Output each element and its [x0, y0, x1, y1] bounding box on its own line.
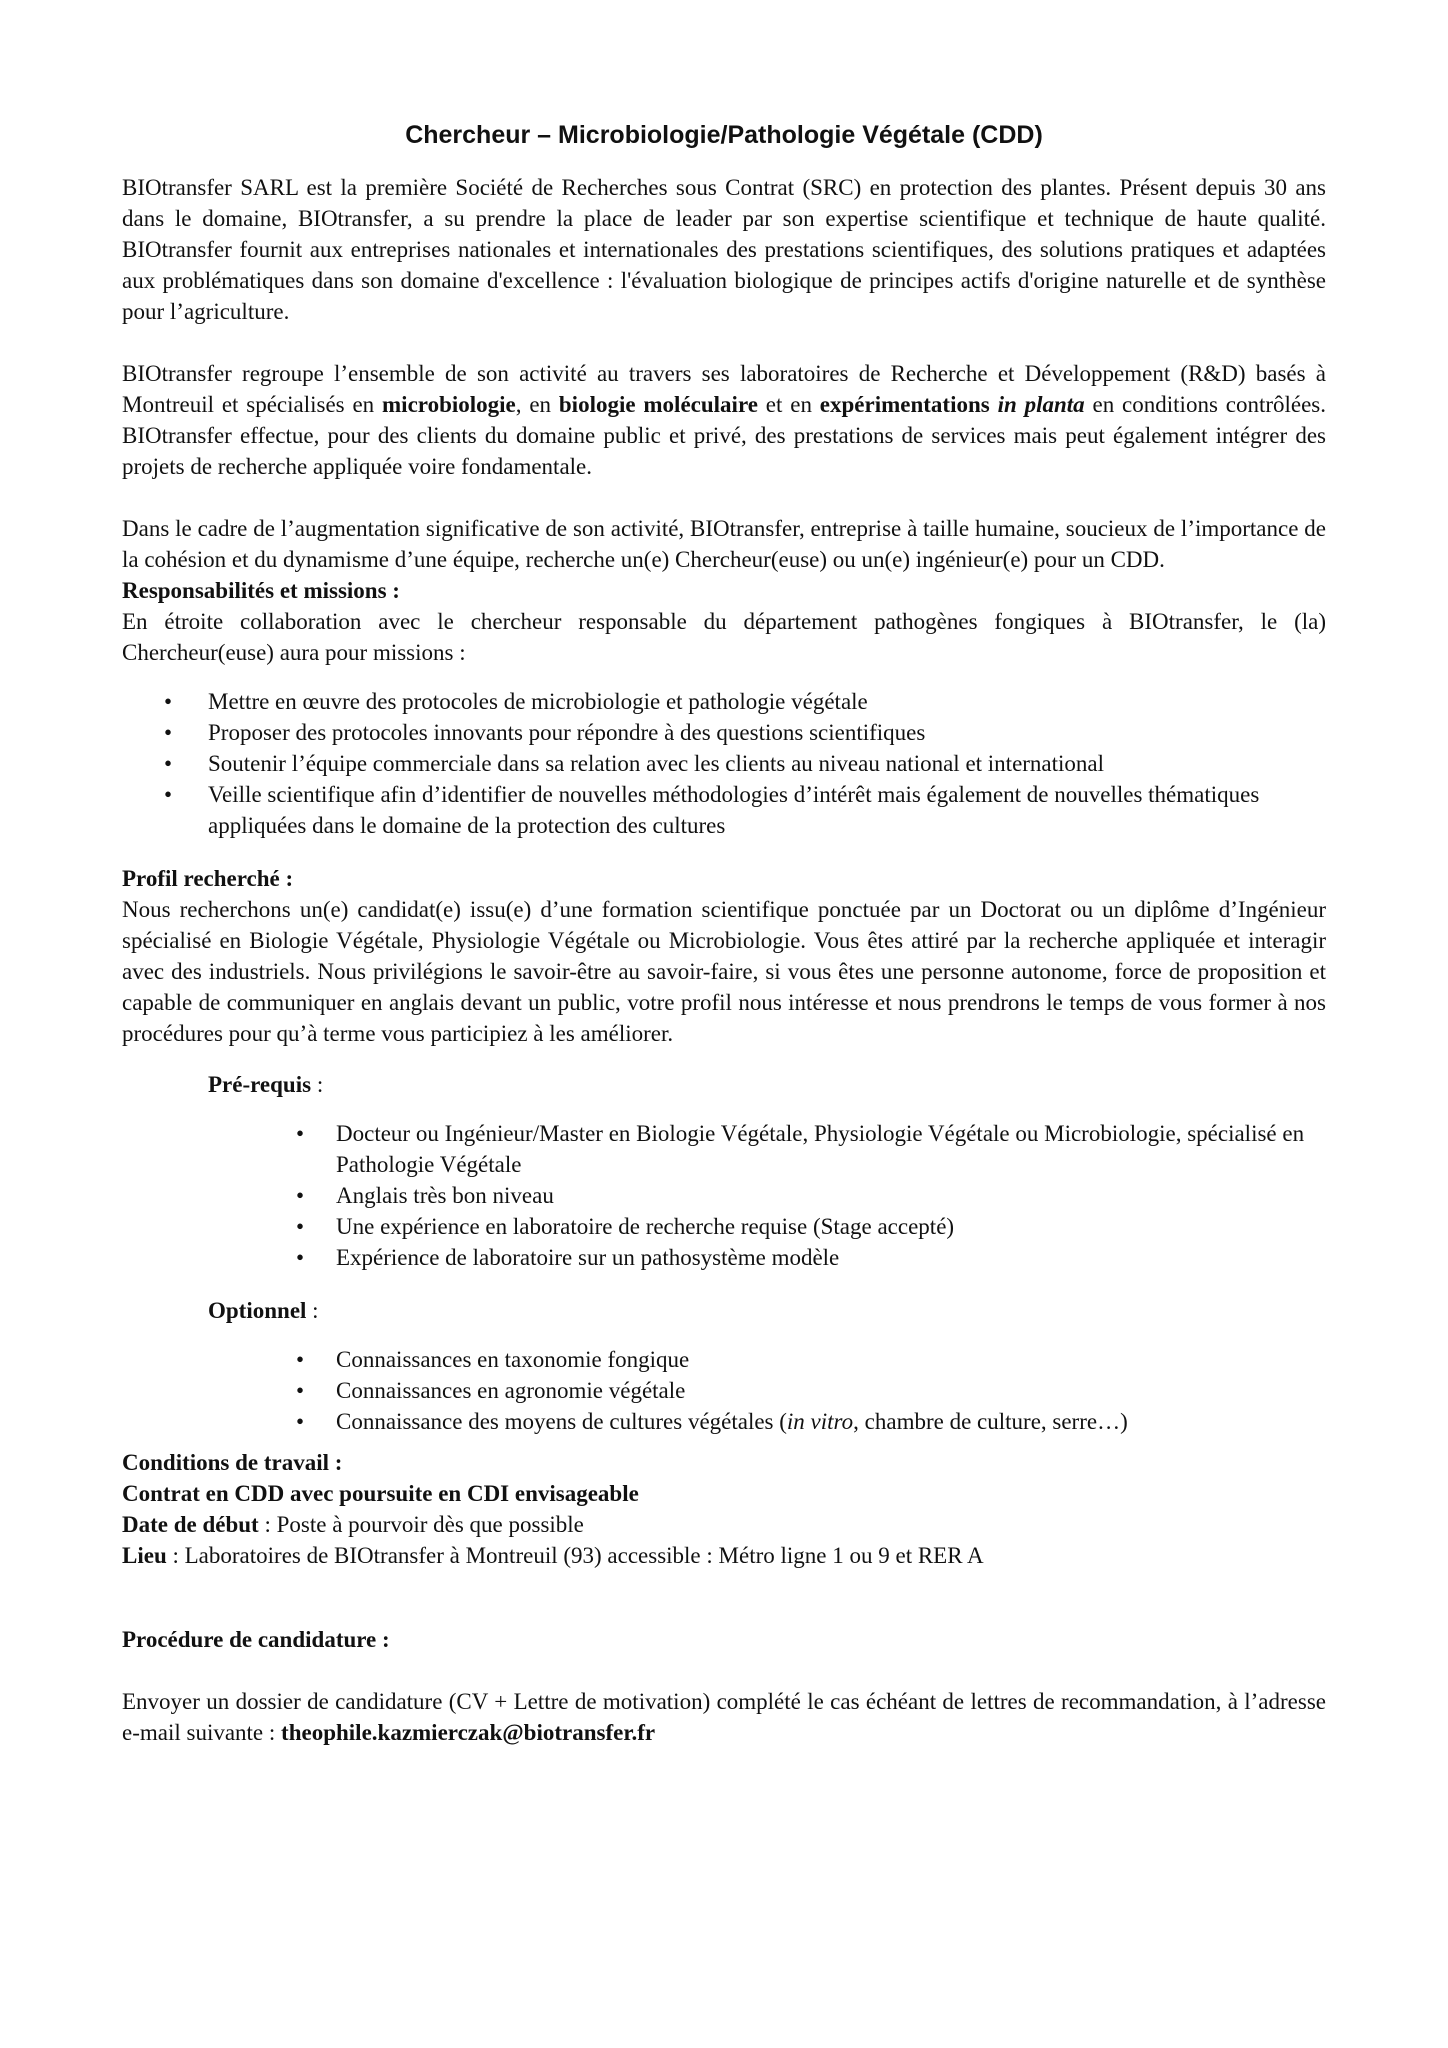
conditions-start-label: Date de début [122, 1512, 259, 1537]
conditions-heading: Conditions de travail : [122, 1450, 343, 1475]
optional-item: • Connaissances en taxonomie fongique [122, 1344, 1326, 1375]
missions-item: • Veille scientifique afin d’identifier de nouvelles méthodologies d’intérêt mais également de nouvelles thématiques appliquées dans le domaine de la protection des cultures [122, 779, 1326, 841]
application-text-body: Envoyer un dossier de candidature (CV + Lettre de motivation) complété le cas échéant de lettres de recommandation, à l’adresse e-mail suivante : [122, 1689, 1326, 1745]
missions-item: • Proposer des protocoles innovants pour répondre à des questions scientifiques [122, 717, 1326, 748]
prereq-item: • Expérience de laboratoire sur un pathosystème modèle [122, 1242, 1326, 1273]
intro-p2-text-a: BIOtransfer regroupe l’ensemble de son activité au travers ses laboratoires de Recherche et Développement (R&D) basés à Montreuil et spécialisés en [122, 361, 1326, 417]
intro-p2-text-c: , en [515, 392, 559, 417]
conditions-contract: Contrat en CDD avec poursuite en CDI envisageable [122, 1481, 639, 1506]
optional-last-text-a: Connaissance des moyens de cultures végétales ( [336, 1409, 787, 1434]
optional-heading-colon: : [306, 1298, 319, 1323]
prereq-item: • Anglais très bon niveau [122, 1180, 1326, 1211]
missions-item: • Soutenir l’équipe commerciale dans sa relation avec les clients au niveau national et international [122, 748, 1326, 779]
application-email-link[interactable]: theophile.kazmierczak@biotransfer.fr [281, 1720, 656, 1745]
intro-p2-text-e: et en [757, 392, 820, 417]
conditions-place-value: : Laboratoires de BIOtransfer à Montreuil (93) accessible : Métro ligne 1 ou 9 et RER A [166, 1543, 984, 1568]
document-content [122, 118, 1326, 1748]
intro-p2-bold-experimentations: expérimentations [819, 392, 998, 417]
prereq-item: • Une expérience en laboratoire de recherche requise (Stage accepté) [122, 1211, 1326, 1242]
optional-last-text-c: , chambre de culture, serre…) [853, 1409, 1128, 1434]
optional-item [122, 1406, 1326, 1437]
missions-list [122, 686, 1326, 841]
prereq-heading-colon: : [311, 1072, 324, 1097]
profile-heading: Profil recherché : [122, 866, 294, 891]
intro-p2-text-h: en conditions contrôlées. BIOtransfer effectue, pour des clients du domaine public et privé, des prestations de services mais peut également intégrer des projets de recherche appliquée voire fondamentale. [122, 392, 1326, 479]
prereq-heading-label: Pré-requis [208, 1072, 312, 1097]
intro-p2-bold-italic-in-planta: in planta [997, 392, 1085, 417]
optional-last-italic: in vitro [786, 1409, 854, 1434]
intro-paragraph-1: BIOtransfer SARL est la première Société de Recherches sous Contrat (SRC) en protection des plantes. Présent depuis 30 ans dans le domaine, BIOtransfer, a su prendre la place de leader par son expertise scientifique et technique de haute qualité. BIOtransfer fournit aux entreprises nationales et internationales des prestations scientifiques, des solutions pratiques et adaptées aux problématiques dans son domaine d'excellence : l'évaluation biologique de principes actifs d'origine naturelle et de synthèse pour l’agriculture. [122, 175, 1326, 324]
prereq-list [122, 1118, 1326, 1273]
optional-heading [208, 1295, 1326, 1326]
page-title: Chercheur – Microbiologie/Pathologie Végétale (CDD) [405, 121, 1043, 149]
intro-paragraph-3: Dans le cadre de l’augmentation significative de son activité, BIOtransfer, entreprise à taille humaine, soucieux de l’importance de la cohésion et du dynamisme d’une équipe, recherche un(e) Chercheur(euse) ou un(e) ingénieur(e) pour un CDD. [122, 516, 1326, 572]
profile-text: Nous recherchons un(e) candidat(e) issu(e) d’une formation scientifique ponctuée par un Doctorat ou un diplôme d’Ingénieur spécialisé en Biologie Végétale, Physiologie Végétale ou Microbiologie. Vous êtes attiré par la recherche appliquée et interagir avec des industriels. Nous privilégions le savoir-être au savoir-faire, si vous êtes une personne autonome, force de proposition et capable de communiquer en anglais devant un public, votre profil nous intéresse et nous prendrons le temps de vous former à nos procédures pour qu’à terme vous participiez à les améliorer. [122, 897, 1326, 1046]
conditions-place-label: Lieu [122, 1543, 167, 1568]
intro-p2-bold-biologie: biologie moléculaire [558, 392, 758, 417]
missions-heading: Responsabilités et missions : [122, 578, 400, 603]
optional-item: • Connaissances en agronomie végétale [122, 1375, 1326, 1406]
optional-heading-label: Optionnel [208, 1298, 307, 1323]
application-heading: Procédure de candidature : [122, 1627, 390, 1652]
conditions-start [122, 1509, 1326, 1540]
intro-paragraph-2 [122, 358, 1326, 482]
prereq-heading [208, 1069, 1326, 1100]
application-text [122, 1686, 1326, 1748]
missions-text: En étroite collaboration avec le chercheur responsable du département pathogènes fongiques à BIOtransfer, le (la) Chercheur(euse) aura pour missions : [122, 609, 1326, 665]
conditions-place [122, 1540, 1326, 1571]
intro-p2-bold-microbiologie: microbiologie [382, 392, 516, 417]
conditions-start-value: : Poste à pourvoir dès que possible [258, 1512, 584, 1537]
missions-item: • Mettre en œuvre des protocoles de microbiologie et pathologie végétale [122, 686, 1326, 717]
optional-list [122, 1344, 1326, 1437]
prereq-item: • Docteur ou Ingénieur/Master en Biologie Végétale, Physiologie Végétale ou Microbiologie, spécialisé en Pathologie Végétale [122, 1118, 1326, 1180]
